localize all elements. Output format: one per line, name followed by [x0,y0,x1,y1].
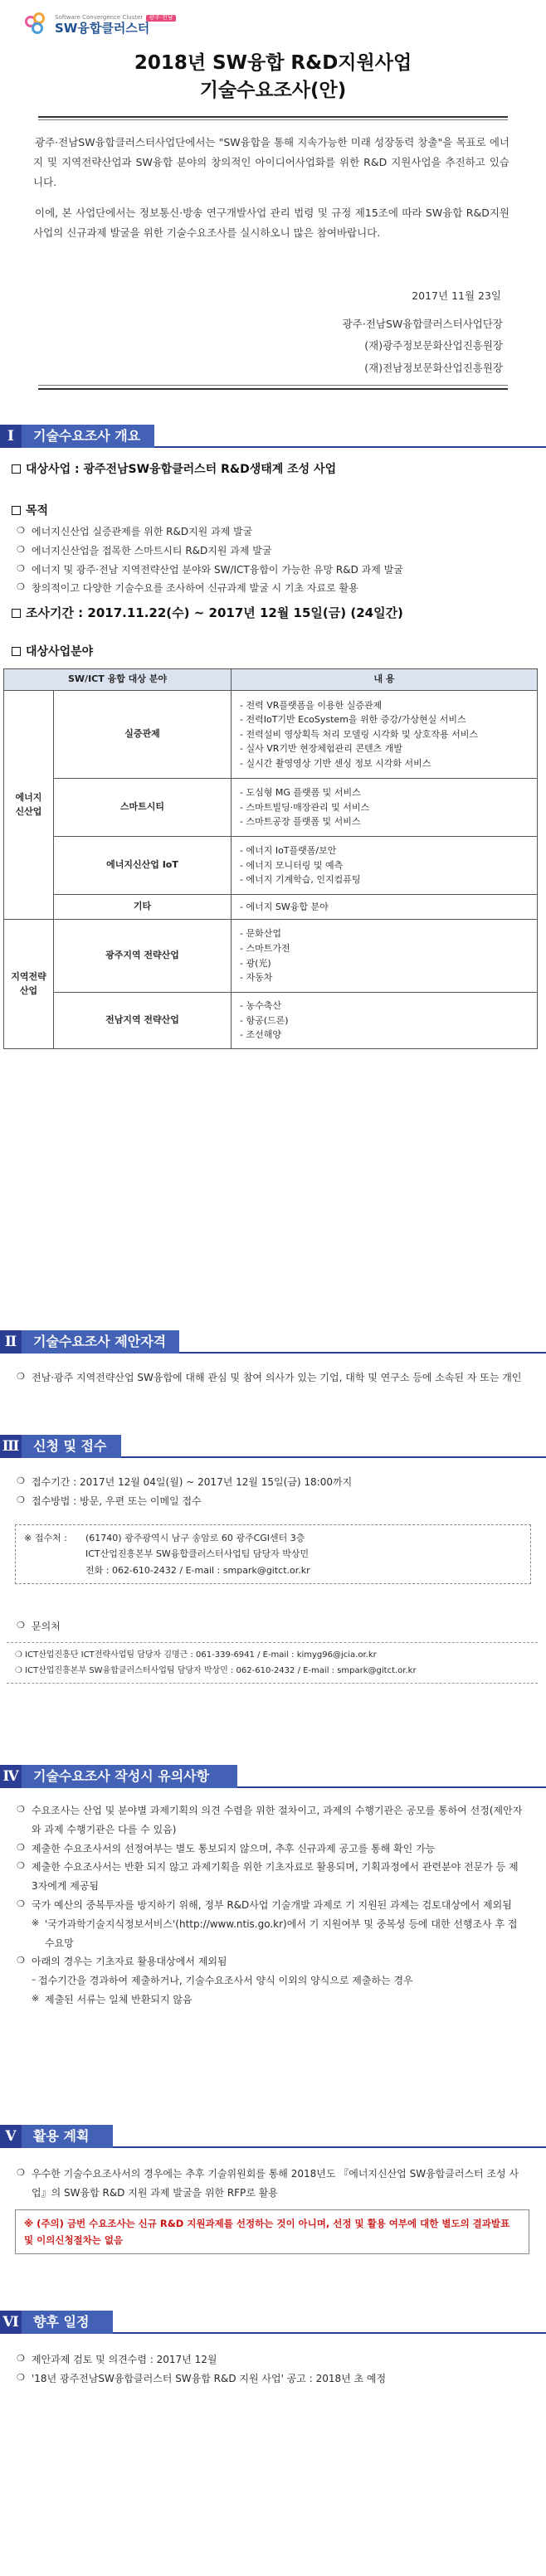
warning-box: ※ (주의) 금번 수요조사는 신규 R&D 지원과제를 선정하는 것이 아니며, 선정 및 활용 여부에 대한 별도의 결과발표 및 이의신청절차는 없음 [15,2209,529,2254]
section-title: 기술수요조사 제안자격 [22,1330,179,1354]
checkbox-icon [12,609,21,618]
submission-address: (61740) 광주광역시 남구 송암로 60 광주CGI센터 3층 [85,1533,305,1543]
eligibility-list [17,1368,523,1388]
list-item: ❍ 창의적이고 다양한 기술수요를 조사하여 신규과제 발굴 시 기초 자료로 활용 [17,579,523,598]
item: - 전력설비 영상획득 처리 모델링 시각화 및 상호작용 서비스 [240,727,529,742]
item: - 에너지 기계학습, 인지컴퓨팅 [240,872,529,887]
section-number: Ⅰ [0,425,22,448]
item: - 조선해양 [240,1028,529,1043]
section-1-header [0,425,546,450]
divider [38,119,508,120]
category-cell: 에너지 신산업 [4,691,54,920]
section-title: 향후 일정 [22,2311,113,2334]
submission-row [24,1563,522,1578]
subfield-cell: 광주지역 전략산업 [54,920,232,993]
section-title: 신청 및 접수 [22,1435,121,1458]
table-row [4,691,538,779]
list-item: ❍ 접수방법 : 방문, 우편 또는 이메일 접수 [17,1492,523,1511]
checkbox-icon [12,464,21,474]
table-header: 내 용 [232,669,538,691]
application-list [17,1473,523,1511]
table-row [4,895,538,920]
purpose-title [12,503,48,520]
intro [33,133,509,255]
list-item: ❍ 수요조사는 산업 및 분야별 과제기획의 의견 수렴을 위한 절차이고, 과제의 수행기관은 공모를 통하여 선정(제안자와 과제 수행기관은 다를 수 있음) [17,1801,523,1840]
field-title [12,644,93,661]
submission-box [15,1524,531,1584]
schedule-list [17,2350,523,2389]
contact-item: ❍ ICT산업진흥본부 SW융합클러스터사업팀 담당자 박상민 : 062-610-2432 / E-mail : smpark@gitct.or.kr [15,1663,529,1679]
subfield-cell: 스마트시티 [54,779,232,837]
list-item: ❍ '18년 광주전남SW융합클러스터 SW융합 R&D 지원 사업' 공고 : 2018년 초 예정 [17,2369,523,2389]
item: - 에너지 모니터링 및 예측 [240,858,529,873]
section-number: Ⅳ [0,1765,22,1788]
item: - 항공(드론) [240,1013,529,1028]
usage-list [17,2165,523,2203]
logo [55,15,176,35]
issuing-orgs [343,313,503,379]
subfield-cell: 전남지역 전략산업 [54,993,232,1049]
org-1: 광주·전남SW융합클러스터사업단장 [342,318,503,330]
submission-label: ※ 접수처 : [24,1533,67,1543]
list-item: ❍ 제출한 수요조사서는 반환 되지 않고 과제기획을 위한 기초자료로 활용되며, 기획과정에서 관련분야 전문가 등 제3자에게 제공됨 [17,1858,523,1896]
section-5-header [0,2125,546,2150]
logo-name: SW융합클러스터 [55,20,150,36]
table-row [4,779,538,837]
divider [38,385,508,386]
item: - 농수축산 [240,999,529,1013]
item: - 전력 VR플랫폼을 이용한 실증관제 [240,698,529,713]
field-title-text: 대상사업분야 [26,645,94,659]
table-header-row [4,669,538,691]
item: - 실사 VR기반 현장체험관리 콘텐츠 개발 [240,741,529,756]
list-item: ❍ 에너지신산업을 접목한 스마트시티 R&D지원 과제 발굴 [17,542,523,561]
field-table [3,668,538,1049]
survey-period-text: 조사기간 : 2017.11.22(수) ~ 2017년 12월 15일(금) (24일간) [26,605,403,620]
org-2: (재)광주정보문화산업진흥원장 [364,339,503,352]
title-line1: 2018년 SW융합 R&D지원사업 [134,52,412,74]
list-sub-item: – 접수기간을 경과하여 제출하거나, 기술수요조사서 양식 이외의 양식으로 제출하는 경우 [17,1971,523,1990]
submission-contact: 전화 : 062-610-2432 / E-mail : smpark@gitct.or.kr [85,1564,310,1576]
notice-date: 2017년 11월 23일 [412,289,501,302]
header [0,0,546,40]
item: - 자동차 [240,970,529,985]
section-number: Ⅴ [0,2125,22,2148]
list-item: ❍ 전남·광주 지역전략산업 SW융합에 대해 관심 및 참여 의사가 있는 기업, 대학 및 연구소 등에 소속된 자 또는 개인 [17,1368,523,1388]
item: - 스마트공장 플랫폼 및 서비스 [240,814,529,829]
precaution-list [17,1801,523,2010]
subfield-cell: 실증관제 [54,691,232,779]
target-program [12,461,336,479]
item: - 에너지 IoT플랫폼/보안 [240,843,529,858]
list-item: ❍ 제출한 수요조사서의 선정여부는 별도 통보되지 않으며, 추후 신규과제 공고를 통해 확인 가능 [17,1840,523,1859]
section-title: 활용 계획 [22,2125,113,2148]
item: - 에너지 SW융합 분야 [240,900,529,915]
target-program-text: 대상사업 : 광주전남SW융합클러스터 R&D생태계 조성 사업 [26,463,337,476]
items-cell [232,895,538,920]
submission-row [24,1530,522,1546]
section-6-header [0,2311,546,2335]
item: - 스마트가전 [240,941,529,956]
org-3: (재)전남정보문화산업진흥원장 [364,361,503,374]
list-item: ❍ 접수기간 : 2017년 12월 04일(월) ~ 2017년 12월 15일(금) 18:00까지 [17,1473,523,1492]
section-number: Ⅲ [0,1435,22,1458]
item: - 실시간 촬영영상 기반 센싱 정보 시각화 서비스 [240,756,529,771]
list-item: ❍ 에너지신산업 실증관제를 위한 R&D지원 과제 발굴 [17,522,523,542]
table-row [4,993,538,1049]
items-cell [232,920,538,993]
purpose-list [17,522,523,598]
items-cell [232,691,538,779]
table-header: SW/ICT 융합 대상 분야 [4,669,232,691]
divider [38,388,508,390]
item: - 스마트빌딩·매장관리 및 서비스 [240,800,529,815]
items-cell [232,779,538,837]
checkbox-icon [12,647,21,656]
section-title: 기술수요조사 작성시 유의사항 [22,1765,237,1788]
category-cell: 지역전략 산업 [4,920,54,1049]
list-item: ❍ 아래의 경우는 기초자료 활용대상에서 제외됨 [17,1952,523,1971]
intro-paragraph-1: 광주·전남SW융합클러스터사업단에서는 "SW융합을 통해 지속가능한 미래 성장동력 창출"을 목표로 에너지 및 지역전략산업과 SW융합 분야의 창의적인 아이디어사업화를 위한 R&D 지원사업을 추진하고 있습니다. [33,136,509,188]
submission-team: ICT산업진흥본부 SW융합클러스터사업팀 담당자 박상민 [85,1548,310,1560]
inquiry-title [17,1617,523,1636]
section-2-header [0,1330,546,1355]
item: - 문화산업 [240,926,529,941]
list-note: ※ '국가과학기술지식정보서비스'(http://www.ntis.go.kr)에서 기 지원여부 및 중복성 등에 대한 선행조사 후 접수요망 [17,1915,523,1953]
list-item: ❍ 우수한 기술수요조사서의 경우에는 추후 기술위원회를 통해 2018년도 『에너지신산업 SW융합클러스터 조성 사업』의 SW융합 R&D 지원 과제 발굴을 위한 RFP로 활용 [17,2165,523,2203]
checkbox-icon [12,506,21,515]
page-title [0,50,546,105]
logo-sub-text: Software Convergence Cluster [55,13,144,21]
list-item: ❍ 제안과제 검토 및 의견수렴 : 2017년 12월 [17,2350,523,2369]
item: - 도심형 MG 플랫폼 및 서비스 [240,785,529,800]
table-row [4,920,538,993]
list-item: ❍ 국가 예산의 중복투자를 방지하기 위해, 정부 R&D사업 기술개발 과제로 기 지원된 과제는 검토대상에서 제외됨 [17,1896,523,1915]
section-number: Ⅵ [0,2311,22,2334]
intro-paragraph-2: 이에, 본 사업단에서는 정보통신·방송 연구개발사업 관리 법령 및 규정 제15조에 따라 SW융합 R&D지원사업의 신규과제 발굴을 위한 기술수요조사를 실시하오니 많은 참여바랍니다. [33,207,509,239]
item: - 광(光) [240,956,529,971]
section-title: 기술수요조사 개요 [22,425,154,448]
submission-row [24,1546,522,1562]
list-note: ※ 제출된 서류는 일체 반환되지 않음 [17,1990,523,2010]
items-cell [232,837,538,895]
item: - 전력IoT기반 EcoSystem을 위한 증강/가상현실 서비스 [240,712,529,727]
title-line2: 기술수요조사(안) [199,80,347,102]
list-item: ❍ 에너지 및 광주·전남 지역전략산업 분야와 SW/ICT융합이 가능한 유망 R&D 과제 발굴 [17,561,523,580]
logo-tag: 광주·전남 [146,15,175,22]
section-4-header [0,1765,546,1790]
table-row [4,837,538,895]
survey-period [12,604,403,623]
contact-item: ❍ ICT산업진흥단 ICT전략사업팀 담당자 김명근 : 061-339-6941 / E-mail : kimyg96@jcia.or.kr [15,1647,529,1663]
items-cell [232,993,538,1049]
list-item: ❍ 문의처 [17,1617,523,1636]
subfield-cell: 기타 [54,895,232,920]
subfield-cell: 에너지신산업 IoT [54,837,232,895]
purpose-title-text: 목적 [26,504,49,518]
divider [38,116,508,118]
contact-list [7,1642,538,1684]
section-3-header [0,1435,546,1460]
cluster-logo-icon [25,12,50,37]
section-number: Ⅱ [0,1330,22,1354]
